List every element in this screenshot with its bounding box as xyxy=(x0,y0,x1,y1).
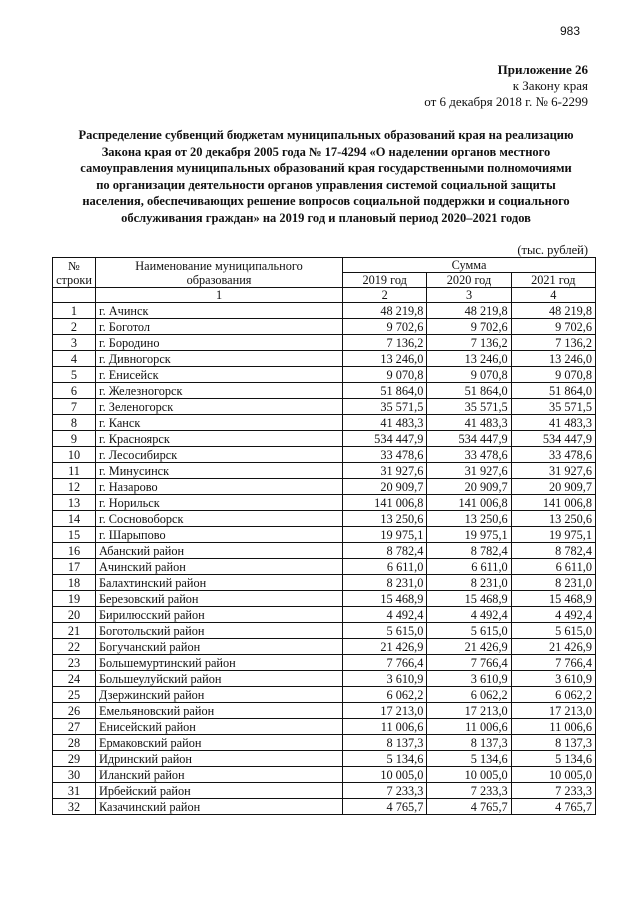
title-line: Закона края от 20 декабря 2005 года № 17-4294 «О наделении органов местного xyxy=(101,144,551,159)
amount-2020-cell: 33 478,6 xyxy=(427,447,511,463)
amount-2021-cell: 20 909,7 xyxy=(511,479,595,495)
row-number-cell: 18 xyxy=(53,575,96,591)
amount-2020-cell: 9 070,8 xyxy=(427,367,511,383)
amount-2020-cell: 7 233,3 xyxy=(427,783,511,799)
amount-2019-cell: 15 468,9 xyxy=(343,591,427,607)
municipality-name-cell: Ачинский район xyxy=(95,559,342,575)
row-number-cell: 1 xyxy=(53,303,96,319)
amount-2019-cell: 10 005,0 xyxy=(343,767,427,783)
table-row xyxy=(53,399,596,415)
amount-2021-cell: 3 610,9 xyxy=(511,671,595,687)
row-number-cell: 3 xyxy=(53,335,96,351)
amount-2021-cell: 8 137,3 xyxy=(511,735,595,751)
municipality-name-cell: г. Зеленогорск xyxy=(95,399,342,415)
amount-2019-cell: 9 702,6 xyxy=(343,319,427,335)
amount-2020-cell: 141 006,8 xyxy=(427,495,511,511)
amount-2019-cell: 6 611,0 xyxy=(343,559,427,575)
header-index-1: 1 xyxy=(95,288,342,303)
amount-2020-cell: 3 610,9 xyxy=(427,671,511,687)
header-year-2019: 2019 год xyxy=(343,273,427,288)
table-row xyxy=(53,383,596,399)
title-line: по организации деятельности органов управления системой социальной защиты xyxy=(96,177,556,192)
row-number-cell: 26 xyxy=(53,703,96,719)
header-row-number-line1: № xyxy=(68,258,80,273)
municipality-name-cell: г. Назарово xyxy=(95,479,342,495)
amount-2019-cell: 41 483,3 xyxy=(343,415,427,431)
amount-2020-cell: 31 927,6 xyxy=(427,463,511,479)
amount-2020-cell: 4 765,7 xyxy=(427,799,511,815)
municipality-name-cell: Балахтинский район xyxy=(95,575,342,591)
table-row xyxy=(53,527,596,543)
table-row xyxy=(53,575,596,591)
amount-2021-cell: 534 447,9 xyxy=(511,431,595,447)
header-index-empty xyxy=(53,288,96,303)
header-municipality-line2: образования xyxy=(186,272,252,287)
header-row-number-line2: строки xyxy=(56,272,92,287)
table-row xyxy=(53,559,596,575)
table-row xyxy=(53,623,596,639)
title-line: обслуживания граждан» на 2019 год и плановый период 2020–2021 годов xyxy=(121,210,531,225)
amount-2021-cell: 8 231,0 xyxy=(511,575,595,591)
amount-2019-cell: 33 478,6 xyxy=(343,447,427,463)
amount-2020-cell: 20 909,7 xyxy=(427,479,511,495)
amount-2020-cell: 5 615,0 xyxy=(427,623,511,639)
amount-2020-cell: 48 219,8 xyxy=(427,303,511,319)
row-number-cell: 11 xyxy=(53,463,96,479)
amount-2021-cell: 15 468,9 xyxy=(511,591,595,607)
amount-2020-cell: 21 426,9 xyxy=(427,639,511,655)
table-row xyxy=(53,447,596,463)
municipality-name-cell: Богучанский район xyxy=(95,639,342,655)
municipality-name-cell: Иланский район xyxy=(95,767,342,783)
amount-2019-cell: 9 070,8 xyxy=(343,367,427,383)
row-number-cell: 14 xyxy=(53,511,96,527)
amount-2019-cell: 31 927,6 xyxy=(343,463,427,479)
municipality-name-cell: Бирилюсский район xyxy=(95,607,342,623)
amount-2019-cell: 4 492,4 xyxy=(343,607,427,623)
municipality-name-cell: г. Минусинск xyxy=(95,463,342,479)
amount-2021-cell: 7 766,4 xyxy=(511,655,595,671)
row-number-cell: 21 xyxy=(53,623,96,639)
row-number-cell: 27 xyxy=(53,719,96,735)
table-row xyxy=(53,303,596,319)
table-row xyxy=(53,671,596,687)
row-number-cell: 9 xyxy=(53,431,96,447)
municipality-name-cell: Большеулуйский район xyxy=(95,671,342,687)
appendix-title: Приложение 26 xyxy=(497,62,588,77)
amount-2020-cell: 19 975,1 xyxy=(427,527,511,543)
amount-2020-cell: 8 231,0 xyxy=(427,575,511,591)
header-index-2: 2 xyxy=(343,288,427,303)
row-number-cell: 4 xyxy=(53,351,96,367)
amount-2019-cell: 21 426,9 xyxy=(343,639,427,655)
amount-2021-cell: 141 006,8 xyxy=(511,495,595,511)
row-number-cell: 17 xyxy=(53,559,96,575)
municipality-name-cell: Березовский район xyxy=(95,591,342,607)
table-row xyxy=(53,351,596,367)
municipality-name-cell: Емельяновский район xyxy=(95,703,342,719)
row-number-cell: 15 xyxy=(53,527,96,543)
amount-2021-cell: 51 864,0 xyxy=(511,383,595,399)
header-sum: Сумма xyxy=(343,258,596,273)
municipality-name-cell: г. Ачинск xyxy=(95,303,342,319)
amount-2020-cell: 8 782,4 xyxy=(427,543,511,559)
document-title xyxy=(56,127,596,226)
amount-2019-cell: 35 571,5 xyxy=(343,399,427,415)
amount-2019-cell: 13 246,0 xyxy=(343,351,427,367)
amount-2019-cell: 7 233,3 xyxy=(343,783,427,799)
row-number-cell: 30 xyxy=(53,767,96,783)
table-row xyxy=(53,735,596,751)
table-row xyxy=(53,463,596,479)
table-row xyxy=(53,687,596,703)
title-line: самоуправления муниципальных образований края государственными полномочиями xyxy=(80,161,572,175)
municipality-name-cell: г. Красноярск xyxy=(95,431,342,447)
amount-2019-cell: 20 909,7 xyxy=(343,479,427,495)
municipality-name-cell: г. Канск xyxy=(95,415,342,431)
amount-2021-cell: 5 615,0 xyxy=(511,623,595,639)
amount-2020-cell: 10 005,0 xyxy=(427,767,511,783)
amount-2021-cell: 13 250,6 xyxy=(511,511,595,527)
subvention-table xyxy=(52,257,596,815)
amount-2019-cell: 6 062,2 xyxy=(343,687,427,703)
appendix-law-date: от 6 декабря 2018 г. № 6-2299 xyxy=(424,94,588,109)
municipality-name-cell: Абанский район xyxy=(95,543,342,559)
municipality-name-cell: Енисейский район xyxy=(95,719,342,735)
row-number-cell: 22 xyxy=(53,639,96,655)
header-municipality-line1: Наименование муниципального xyxy=(135,258,303,273)
header-year-2020: 2020 год xyxy=(427,273,511,288)
header-row-number xyxy=(53,258,96,288)
table-row xyxy=(53,703,596,719)
row-number-cell: 29 xyxy=(53,751,96,767)
amount-2020-cell: 51 864,0 xyxy=(427,383,511,399)
amount-2021-cell: 4 492,4 xyxy=(511,607,595,623)
table-row xyxy=(53,431,596,447)
table-row xyxy=(53,767,596,783)
amount-2021-cell: 6 062,2 xyxy=(511,687,595,703)
municipality-name-cell: Боготольский район xyxy=(95,623,342,639)
amount-2021-cell: 13 246,0 xyxy=(511,351,595,367)
amount-2019-cell: 13 250,6 xyxy=(343,511,427,527)
amount-2020-cell: 13 246,0 xyxy=(427,351,511,367)
appendix-law-ref: к Закону края xyxy=(512,78,588,93)
table-row xyxy=(53,799,596,815)
amount-2021-cell: 8 782,4 xyxy=(511,543,595,559)
amount-2020-cell: 4 492,4 xyxy=(427,607,511,623)
amount-2019-cell: 48 219,8 xyxy=(343,303,427,319)
municipality-name-cell: Ермаковский район xyxy=(95,735,342,751)
amount-2020-cell: 534 447,9 xyxy=(427,431,511,447)
page-number: 983 xyxy=(559,24,580,38)
row-number-cell: 2 xyxy=(53,319,96,335)
amount-2021-cell: 21 426,9 xyxy=(511,639,595,655)
amount-2019-cell: 11 006,6 xyxy=(343,719,427,735)
row-number-cell: 19 xyxy=(53,591,96,607)
row-number-cell: 5 xyxy=(53,367,96,383)
amount-2021-cell: 11 006,6 xyxy=(511,719,595,735)
row-number-cell: 8 xyxy=(53,415,96,431)
amount-2021-cell: 48 219,8 xyxy=(511,303,595,319)
table-body xyxy=(53,303,596,815)
table-row xyxy=(53,335,596,351)
amount-2019-cell: 141 006,8 xyxy=(343,495,427,511)
amount-2021-cell: 35 571,5 xyxy=(511,399,595,415)
amount-2021-cell: 7 233,3 xyxy=(511,783,595,799)
table-row xyxy=(53,591,596,607)
amount-2020-cell: 6 062,2 xyxy=(427,687,511,703)
municipality-name-cell: г. Енисейск xyxy=(95,367,342,383)
amount-2021-cell: 6 611,0 xyxy=(511,559,595,575)
header-municipality xyxy=(95,258,342,288)
amount-2019-cell: 7 766,4 xyxy=(343,655,427,671)
municipality-name-cell: Казачинский район xyxy=(95,799,342,815)
municipality-name-cell: Ирбейский район xyxy=(95,783,342,799)
row-number-cell: 28 xyxy=(53,735,96,751)
amount-2020-cell: 11 006,6 xyxy=(427,719,511,735)
municipality-name-cell: Большемуртинский район xyxy=(95,655,342,671)
appendix-block xyxy=(424,62,588,110)
municipality-name-cell: Дзержинский район xyxy=(95,687,342,703)
table-row xyxy=(53,639,596,655)
amount-2019-cell: 534 447,9 xyxy=(343,431,427,447)
amount-2019-cell: 7 136,2 xyxy=(343,335,427,351)
amount-2020-cell: 6 611,0 xyxy=(427,559,511,575)
amount-2020-cell: 13 250,6 xyxy=(427,511,511,527)
header-index-3: 3 xyxy=(427,288,511,303)
amount-2019-cell: 5 615,0 xyxy=(343,623,427,639)
table-row xyxy=(53,607,596,623)
amount-2021-cell: 9 070,8 xyxy=(511,367,595,383)
municipality-name-cell: г. Сосновоборск xyxy=(95,511,342,527)
row-number-cell: 25 xyxy=(53,687,96,703)
municipality-name-cell: г. Норильск xyxy=(95,495,342,511)
row-number-cell: 13 xyxy=(53,495,96,511)
row-number-cell: 31 xyxy=(53,783,96,799)
title-line: Распределение субвенций бюджетам муниципальных образований края на реализацию xyxy=(78,128,574,142)
amount-2020-cell: 7 766,4 xyxy=(427,655,511,671)
amount-2019-cell: 8 782,4 xyxy=(343,543,427,559)
amount-2019-cell: 19 975,1 xyxy=(343,527,427,543)
amount-2021-cell: 5 134,6 xyxy=(511,751,595,767)
municipality-name-cell: г. Бородино xyxy=(95,335,342,351)
table-row xyxy=(53,367,596,383)
table-row xyxy=(53,655,596,671)
municipality-name-cell: г. Шарыпово xyxy=(95,527,342,543)
table-row xyxy=(53,783,596,799)
amount-2019-cell: 51 864,0 xyxy=(343,383,427,399)
amount-2020-cell: 41 483,3 xyxy=(427,415,511,431)
amount-2021-cell: 41 483,3 xyxy=(511,415,595,431)
municipality-name-cell: г. Лесосибирск xyxy=(95,447,342,463)
amount-2020-cell: 35 571,5 xyxy=(427,399,511,415)
amount-2021-cell: 31 927,6 xyxy=(511,463,595,479)
amount-2019-cell: 5 134,6 xyxy=(343,751,427,767)
table-row xyxy=(53,415,596,431)
amount-2019-cell: 4 765,7 xyxy=(343,799,427,815)
amount-2020-cell: 5 134,6 xyxy=(427,751,511,767)
amount-2020-cell: 8 137,3 xyxy=(427,735,511,751)
amount-2021-cell: 4 765,7 xyxy=(511,799,595,815)
row-number-cell: 10 xyxy=(53,447,96,463)
amount-2021-cell: 10 005,0 xyxy=(511,767,595,783)
municipality-name-cell: г. Боготол xyxy=(95,319,342,335)
table-row xyxy=(53,511,596,527)
header-year-2021: 2021 год xyxy=(511,273,595,288)
row-number-cell: 24 xyxy=(53,671,96,687)
table-row xyxy=(53,543,596,559)
row-number-cell: 16 xyxy=(53,543,96,559)
amount-2019-cell: 8 231,0 xyxy=(343,575,427,591)
amount-2019-cell: 8 137,3 xyxy=(343,735,427,751)
municipality-name-cell: Идринский район xyxy=(95,751,342,767)
row-number-cell: 12 xyxy=(53,479,96,495)
row-number-cell: 23 xyxy=(53,655,96,671)
amount-2020-cell: 7 136,2 xyxy=(427,335,511,351)
row-number-cell: 7 xyxy=(53,399,96,415)
amount-2020-cell: 15 468,9 xyxy=(427,591,511,607)
row-number-cell: 20 xyxy=(53,607,96,623)
amount-2021-cell: 17 213,0 xyxy=(511,703,595,719)
header-index-4: 4 xyxy=(511,288,595,303)
table-row xyxy=(53,751,596,767)
amount-2021-cell: 9 702,6 xyxy=(511,319,595,335)
amount-2019-cell: 3 610,9 xyxy=(343,671,427,687)
amount-2020-cell: 9 702,6 xyxy=(427,319,511,335)
table-row xyxy=(53,319,596,335)
amount-2021-cell: 19 975,1 xyxy=(511,527,595,543)
row-number-cell: 32 xyxy=(53,799,96,815)
amount-2020-cell: 17 213,0 xyxy=(427,703,511,719)
municipality-name-cell: г. Железногорск xyxy=(95,383,342,399)
unit-note: (тыс. рублей) xyxy=(517,243,588,257)
amount-2021-cell: 33 478,6 xyxy=(511,447,595,463)
table-row xyxy=(53,479,596,495)
table-row xyxy=(53,495,596,511)
amount-2021-cell: 7 136,2 xyxy=(511,335,595,351)
title-line: населения, обеспечивающих решение вопросов социальной поддержки и социального xyxy=(82,194,570,208)
amount-2019-cell: 17 213,0 xyxy=(343,703,427,719)
row-number-cell: 6 xyxy=(53,383,96,399)
table-row xyxy=(53,719,596,735)
municipality-name-cell: г. Дивногорск xyxy=(95,351,342,367)
